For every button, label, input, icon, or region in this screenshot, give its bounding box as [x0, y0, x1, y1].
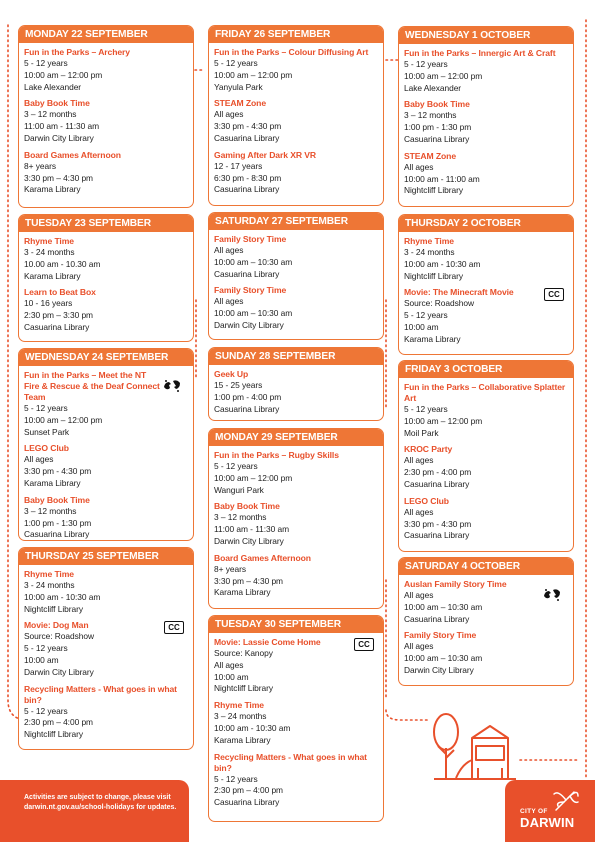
event-detail: Yanyula Park: [214, 81, 263, 92]
event-detail: All ages: [214, 109, 244, 120]
day-header: SATURDAY 4 OCTOBER: [399, 558, 573, 575]
day-events: [19, 43, 193, 196]
event-detail: 10:00 am: [214, 671, 249, 682]
event-detail: 10:00 am - 10:30 am: [404, 258, 481, 269]
event-title: Rhyme Time: [24, 569, 74, 579]
event-detail: 3:30 pm – 4:30 pm: [24, 172, 93, 183]
event-detail: 3:30 pm - 4:30 pm: [404, 518, 472, 529]
event-item: [214, 98, 378, 144]
event-item: [24, 495, 188, 541]
event-detail: Source: Roadshow: [404, 298, 474, 309]
logo-text-big: DARWIN: [520, 815, 575, 830]
event-detail: 5 - 12 years: [404, 310, 448, 321]
event-detail: Karama Library: [24, 184, 81, 195]
event-detail: All ages: [404, 161, 434, 172]
day-card: [398, 214, 574, 355]
event-detail: Nightcliff Library: [404, 270, 463, 281]
event-detail: 10:00 am – 10:30 am: [404, 601, 483, 612]
event-detail: All ages: [24, 454, 54, 465]
event-title: Auslan Family Story Time: [404, 579, 507, 589]
event-detail: 10:00 am - 10:30 am: [214, 722, 291, 733]
event-detail: Casuarina Library: [404, 133, 470, 144]
event-item: [24, 236, 188, 282]
event-detail: 10.00 am - 10.30 am: [24, 258, 101, 269]
event-detail: All ages: [404, 590, 434, 600]
event-detail: All ages: [404, 455, 434, 466]
event-detail: 10:00 am – 12:00 pm: [214, 69, 293, 80]
event-detail: All ages: [214, 659, 244, 670]
event-detail: Casuarina Library: [404, 530, 470, 541]
event-title: Rhyme Time: [404, 236, 454, 246]
event-detail: 5 - 12 years: [24, 643, 68, 654]
event-detail: 5 - 12 years: [404, 59, 448, 69]
cc-icon: CC: [544, 288, 564, 301]
event-title: Learn to Beat Box: [24, 287, 96, 298]
event-title: Geek Up: [214, 369, 249, 379]
event-item: [24, 150, 188, 196]
day-card: [208, 615, 384, 822]
day-events: [399, 378, 573, 542]
event-title: Baby Book Time: [214, 501, 280, 512]
event-detail: Casuarina Library: [24, 529, 90, 540]
event-detail: 1:00 pm - 1:30 pm: [404, 122, 472, 133]
event-title: STEAM Zone: [214, 98, 266, 109]
event-title: Family Story Time: [214, 285, 287, 296]
event-item: [24, 287, 188, 333]
event-detail: 6:30 pm - 8:30 pm: [214, 172, 282, 183]
event-item: [24, 370, 188, 438]
day-card: [398, 360, 574, 552]
event-detail: 5 - 12 years: [24, 58, 68, 68]
event-detail: 3 – 12 months: [24, 109, 77, 120]
dragonfly-logo-icon: [552, 786, 580, 812]
day-header: THURSDAY 2 OCTOBER: [399, 215, 573, 232]
event-title: Baby Book Time: [24, 98, 90, 109]
event-detail: Casuarina Library: [214, 797, 280, 808]
event-detail: 10:00 am – 12:00 pm: [24, 69, 103, 80]
sign-language-icon: [162, 378, 182, 393]
event-detail: 10:00 am – 12:00 pm: [214, 472, 293, 483]
event-detail: 10:00 am – 12:00 pm: [404, 70, 483, 81]
event-item: [404, 99, 568, 145]
event-detail: Source: Kanopy: [214, 648, 273, 658]
event-detail: 5 - 12 years: [214, 461, 258, 471]
event-item: [214, 285, 378, 331]
event-detail: 11:00 am - 11:30 am: [24, 121, 100, 132]
day-header: SATURDAY 27 SEPTEMBER: [209, 213, 383, 230]
event-detail: 3 - 24 months: [24, 247, 75, 257]
day-header: FRIDAY 26 SEPTEMBER: [209, 26, 383, 43]
event-item: [214, 369, 378, 415]
event-detail: 8+ years: [214, 563, 246, 574]
day-card: [18, 547, 194, 750]
event-item: [404, 151, 568, 197]
cc-icon: CC: [354, 638, 374, 651]
event-detail: 3:30 pm - 4:30 pm: [24, 466, 92, 477]
event-title: Gaming After Dark XR VR: [214, 149, 316, 160]
day-events: [19, 232, 193, 334]
event-detail: 2:30 pm - 4:00 pm: [404, 467, 472, 478]
event-title: Baby Book Time: [404, 99, 470, 110]
event-detail: 12 - 17 years: [214, 160, 263, 171]
day-header: TUESDAY 23 SEPTEMBER: [19, 215, 193, 232]
day-header: MONDAY 29 SEPTEMBER: [209, 429, 383, 446]
event-detail: 3:30 pm - 4:30 pm: [214, 121, 282, 132]
event-detail: Karama Library: [24, 477, 81, 488]
event-detail: Casuarina Library: [214, 184, 280, 195]
event-detail: Casuarina Library: [214, 268, 280, 279]
event-title: LEGO Club: [404, 495, 449, 506]
logo-text-small: CITY OF: [520, 808, 548, 815]
event-detail: 10 - 16 years: [24, 298, 73, 309]
event-detail: Karama Library: [404, 333, 461, 344]
event-detail: 3 - 24 months: [24, 580, 75, 590]
event-item: [214, 47, 378, 93]
playground-illustration: [432, 708, 518, 782]
event-detail: 5 - 12 years: [404, 404, 448, 414]
event-item: [24, 569, 188, 615]
event-detail: 3:30 pm – 4:30 pm: [214, 575, 283, 586]
day-card: [208, 212, 384, 340]
day-card: [18, 25, 194, 208]
event-title: Recycling Matters - What goes in what bin?: [214, 751, 367, 773]
event-detail: 2:30 pm – 4:00 pm: [214, 785, 283, 796]
event-item: [404, 630, 568, 676]
event-title: Board Games Afternoon: [24, 149, 121, 160]
event-title: Fun in the Parks – Innergic Art & Craft: [404, 48, 556, 58]
day-events: [19, 366, 193, 541]
event-detail: Casuarina Library: [214, 403, 280, 414]
event-item: [214, 450, 378, 496]
event-item: [214, 150, 378, 196]
event-title: Family Story Time: [214, 234, 287, 244]
event-item: [24, 47, 188, 93]
event-detail: All ages: [214, 245, 244, 255]
event-detail: 3 – 12 months: [404, 110, 457, 121]
event-detail: 10:00 am: [404, 321, 439, 332]
event-detail: 1:00 pm - 4:00 pm: [214, 391, 282, 402]
event-detail: Sunset Park: [24, 426, 70, 437]
day-card: [398, 26, 574, 207]
day-events: [209, 43, 383, 196]
event-detail: 2:30 pm – 4:00 pm: [24, 717, 93, 728]
event-detail: 10:00 am – 10:30 am: [214, 256, 293, 267]
event-detail: Karama Library: [214, 587, 271, 598]
event-title: Rhyme Time: [214, 700, 264, 711]
event-title: Movie: Lassie Come Home: [214, 637, 321, 647]
event-detail: 10:00 am - 11:00 am: [404, 173, 480, 184]
day-header: TUESDAY 30 SEPTEMBER: [209, 616, 383, 633]
day-events: [399, 232, 573, 346]
event-detail: Casuarina Library: [404, 478, 470, 489]
event-item: [404, 287, 568, 345]
day-events: [209, 365, 383, 415]
event-detail: 5 - 12 years: [24, 403, 68, 413]
day-events: [209, 633, 383, 809]
event-detail: Darwin City Library: [24, 132, 94, 143]
event-detail: Nightcliff Library: [24, 729, 83, 740]
day-header: FRIDAY 3 OCTOBER: [399, 361, 573, 378]
event-item: [404, 579, 568, 625]
event-title: Fun in the Parks – Meet the NT Fire & Rescue & the Deaf Connect Team: [24, 370, 160, 402]
event-detail: All ages: [214, 296, 244, 307]
event-item: [214, 700, 378, 746]
event-item: [404, 444, 568, 490]
event-detail: 10:00 am: [24, 654, 59, 665]
event-detail: Moil Park: [404, 427, 439, 438]
event-item: [214, 637, 378, 695]
event-detail: Source: Roadshow: [24, 631, 94, 642]
event-title: Baby Book Time: [24, 494, 90, 505]
event-item: [24, 98, 188, 144]
event-detail: Darwin City Library: [214, 319, 284, 330]
event-detail: 5 - 12 years: [24, 705, 68, 716]
event-detail: Lake Alexander: [404, 82, 462, 93]
event-item: [214, 234, 378, 280]
event-title: STEAM Zone: [404, 150, 456, 161]
event-item: [214, 501, 378, 547]
event-title: Fun in the Parks – Rugby Skills: [214, 450, 339, 460]
event-detail: 3 – 24 months: [214, 711, 267, 722]
event-detail: Casuarina Library: [214, 132, 280, 143]
day-header: MONDAY 22 SEPTEMBER: [19, 26, 193, 43]
day-card: [208, 428, 384, 609]
event-detail: Darwin City Library: [24, 666, 94, 677]
day-events: [209, 446, 383, 599]
day-card: [208, 25, 384, 206]
event-detail: Karama Library: [24, 270, 81, 281]
day-events: [399, 44, 573, 197]
event-detail: Casuarina Library: [404, 613, 470, 624]
event-detail: 11:00 am - 11:30 am: [214, 524, 290, 535]
event-detail: Nightcliff Library: [24, 603, 83, 614]
day-card: [18, 214, 194, 342]
event-title: Board Games Afternoon: [214, 552, 311, 563]
day-header: WEDNESDAY 24 SEPTEMBER: [19, 349, 193, 366]
day-header: SUNDAY 28 SEPTEMBER: [209, 348, 383, 365]
footer-notice: Activities are subject to change, please visit darwin.nt.gov.au/school-holidays for updates.: [24, 794, 177, 812]
event-detail: Nightcliff Library: [214, 683, 273, 694]
event-detail: 10:00 am - 10:30 am: [24, 591, 101, 602]
day-events: [209, 230, 383, 332]
event-detail: 3 – 12 months: [24, 505, 77, 516]
event-item: [404, 236, 568, 282]
event-title: LEGO Club: [24, 443, 69, 454]
event-title: Movie: The Minecraft Movie: [404, 287, 514, 298]
event-detail: 5 - 12 years: [214, 773, 258, 784]
day-card: [18, 348, 194, 541]
event-title: Fun in the Parks – Archery: [24, 47, 130, 57]
event-title: Rhyme Time: [24, 236, 74, 246]
event-detail: Nightcliff Library: [404, 185, 463, 196]
sign-language-icon: [542, 587, 562, 602]
day-card: [208, 347, 384, 421]
event-detail: All ages: [404, 506, 434, 517]
day-events: [19, 565, 193, 741]
event-detail: 10:00 am – 10:30 am: [214, 308, 293, 319]
event-detail: 3 – 12 months: [214, 512, 267, 523]
event-detail: 10:00 am – 12:00 pm: [24, 414, 103, 425]
event-item: [24, 443, 188, 489]
event-detail: All ages: [404, 641, 434, 652]
event-title: Fun in the Parks – Colour Diffusing Art: [214, 47, 369, 57]
event-item: [24, 620, 188, 678]
event-title: Movie: Dog Man: [24, 620, 89, 631]
event-item: [214, 752, 378, 809]
event-detail: 15 - 25 years: [214, 380, 263, 390]
cc-icon: CC: [164, 621, 184, 634]
event-title: Family Story Time: [404, 630, 477, 641]
event-item: [24, 684, 188, 741]
event-detail: 1:00 pm - 1:30 pm: [24, 517, 92, 528]
event-item: [214, 553, 378, 599]
event-detail: Lake Alexander: [24, 81, 82, 92]
day-header: WEDNESDAY 1 OCTOBER: [399, 27, 573, 44]
day-events: [399, 575, 573, 677]
event-item: [404, 48, 568, 94]
event-title: KROC Party: [404, 444, 453, 455]
event-title: Recycling Matters - What goes in what bin?: [24, 683, 177, 705]
event-detail: Darwin City Library: [404, 664, 474, 675]
event-detail: Karama Library: [214, 734, 271, 745]
day-header: THURSDAY 25 SEPTEMBER: [19, 548, 193, 565]
event-detail: 10:00 am – 10:30 am: [404, 653, 483, 664]
event-detail: Casuarina Library: [24, 321, 90, 332]
event-detail: Wanguri Park: [214, 484, 264, 495]
event-detail: 5 - 12 years: [214, 58, 258, 68]
event-detail: 3 - 24 months: [404, 247, 455, 257]
event-title: Fun in the Parks – Collaborative Splatter Art: [404, 382, 566, 403]
event-item: [404, 496, 568, 542]
city-of-darwin-logo: [505, 780, 595, 842]
event-detail: 8+ years: [24, 160, 56, 171]
event-detail: 10:00 am – 12:00 pm: [404, 415, 483, 426]
event-detail: 2:30 pm – 3:30 pm: [24, 310, 93, 321]
event-item: [404, 382, 568, 439]
event-detail: Darwin City Library: [214, 535, 284, 546]
day-card: [398, 557, 574, 686]
